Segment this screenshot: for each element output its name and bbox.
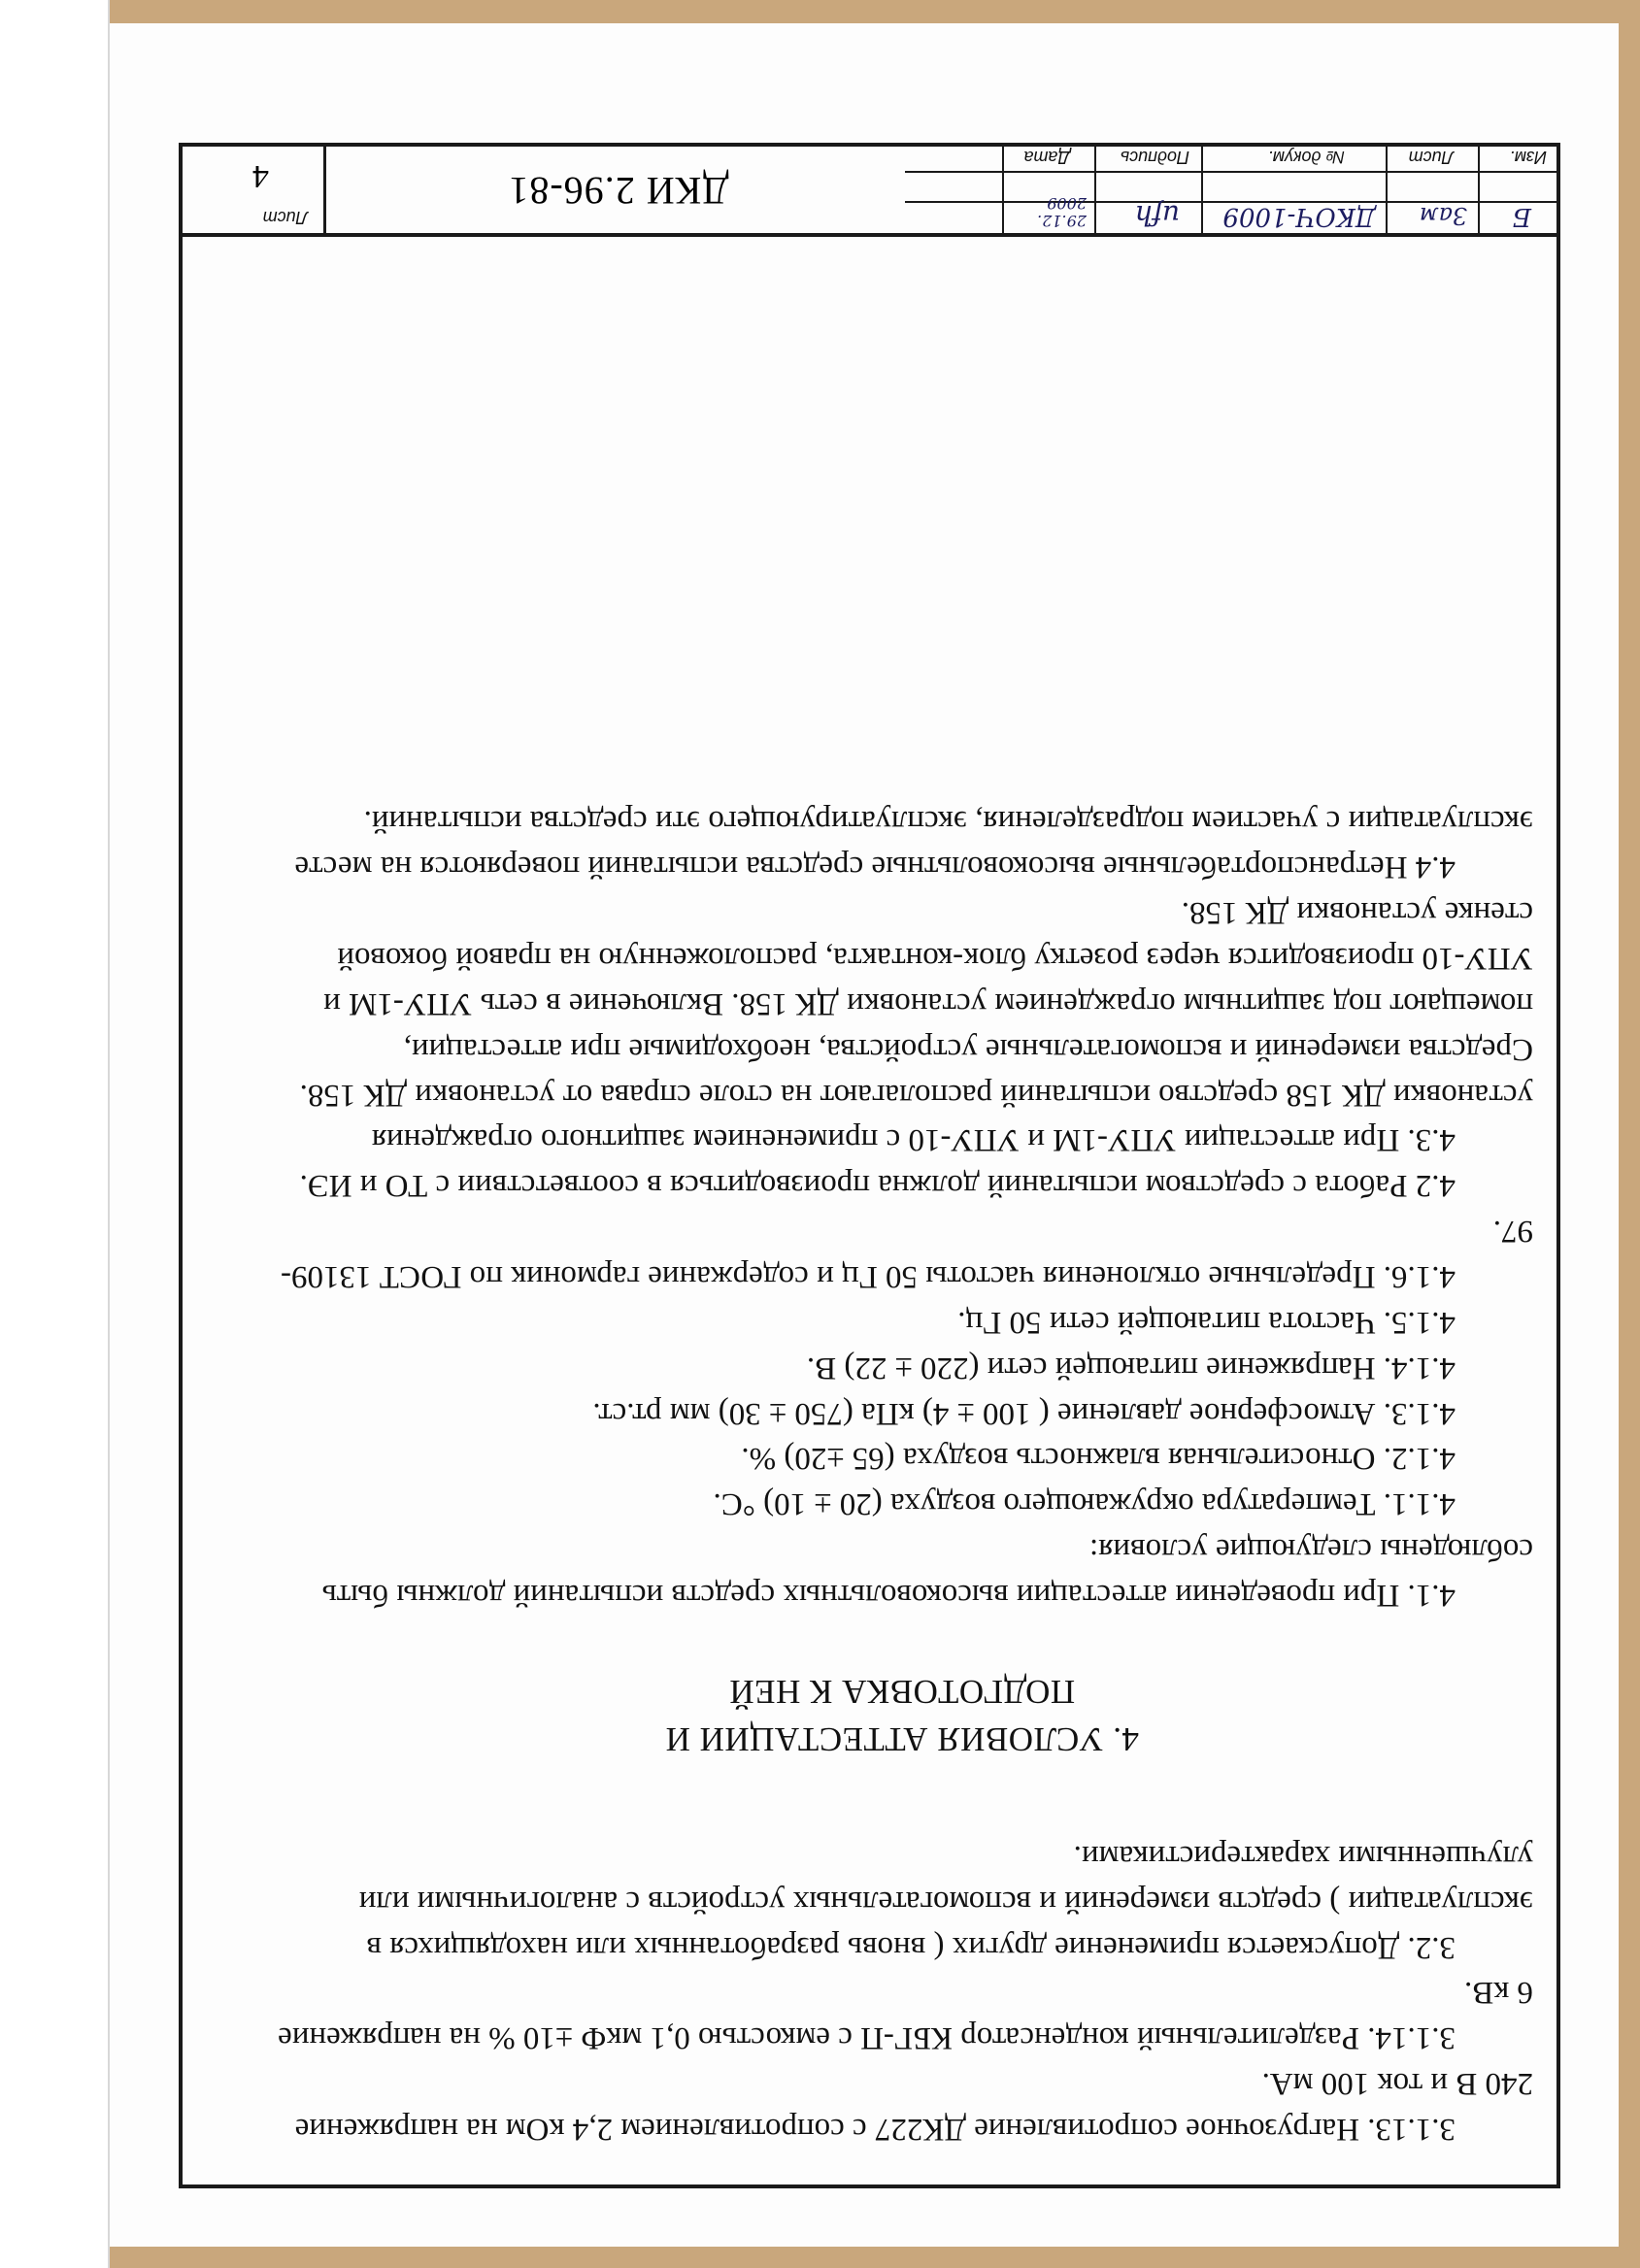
handwritten-signature: ufh (1134, 199, 1180, 231)
paragraph-4-1-6: 4.1.6. Предельные отклонения частоты 50 Гц и содержание гармоник по ГОСТ 13109-97. (281, 1214, 1533, 1294)
sheet-number: 4 (252, 158, 269, 194)
handwritten-sheet: Зам (1419, 202, 1467, 229)
sheet-label: Лист (262, 208, 308, 227)
paragraph-4-1-3: 4.1.3. Атмосферное давление ( 100 ± 4) кПа (750 ± 30) мм рт.ст. (592, 1395, 1456, 1431)
page-body (271, 799, 1533, 2151)
section-heading-line2: ПОДГОТОВКА К НЕЙ (728, 1672, 1076, 1711)
paragraph-4-2: 4.2 Работа с средством испытаний должна производиться в соответствии с ТО и ИЭ. (299, 1168, 1456, 1204)
handwritten-docno: ДКОЧ-1009 (1222, 202, 1376, 231)
header-docno: № докум. (1267, 148, 1345, 167)
paragraph-3-1-13: 3.1.13. Нагрузочное сопротивление ДК227 с сопротивлением 2,4 кОм на напряжение 240 В и ток 100 мА. (294, 2066, 1533, 2147)
header-date: Дата (1023, 148, 1070, 167)
paragraph-3-1-14: 3.1.14. Разделительный конденсатор КБГ-П с емкостью 0,1 мкФ ±10 % на напряжение 6 кВ. (278, 1975, 1533, 2056)
header-sheet: Лист (1408, 148, 1454, 167)
paragraph-4-1-4: 4.1.4. Напряжение питающей сети (220 ± 22) В. (806, 1350, 1456, 1385)
stamp-col-sheetnum-divider (323, 143, 327, 233)
paragraph-4-1: 4.1. При проведении аттестации высоковольтных средств испытаний должны быть соблюдены следующие условия: (321, 1532, 1533, 1613)
document-code: ДКИ 2.96-81 (508, 169, 729, 213)
section-heading-line1: 4. УСЛОВИЯ АТТЕСТАЦИИ И (665, 1719, 1139, 1758)
title-block (179, 143, 1560, 237)
paragraph-4-3: 4.3. При аттестации УПУ-1М и УПУ-10 с применением защитного ограждения установки ДК 158 средство испытаний располагают на столе справа от установки ДК 158. Средства измерений и вспомогательные устройства, необходимые при аттестации, помещают под защитным ограждением установки ДК 158. Включение в сеть УПУ-1М и УПУ-10 производится через розетку блок-контакта, расположенную на правой боковой стенке установки ДК 158. (299, 895, 1533, 1158)
header-change: Изм. (1509, 148, 1547, 167)
header-signature: Подпись (1120, 148, 1189, 167)
stamp-header-line (905, 171, 1560, 173)
paragraph-3-2: 3.2. Допускается применение других ( вновь разработанных или находящихся в эксплуатации ) средств измерений и вспомогательных устройств с аналогичными или улучшенными характеристиками. (358, 1838, 1533, 1965)
paragraph-4-1-1: 4.1.1. Температура окружающего воздуха (20 ± 10) °С. (713, 1486, 1456, 1522)
section-heading (271, 1668, 1533, 1763)
scan-edge-strip (0, 0, 110, 2268)
paragraph-4-4: 4.4 Нетранспортабельные высоковольтные средства испытаний поверяются на месте эксплуатации с участием подразделения, эксплуатирующего эти средства испытаний. (294, 804, 1533, 885)
paragraph-4-1-5: 4.1.5. Частота питающей сети 50 Гц. (957, 1304, 1456, 1340)
handwritten-change: Б (1512, 202, 1531, 231)
paragraph-4-1-2: 4.1.2. Относительная влажность воздуха (65 ±20) %. (741, 1441, 1456, 1477)
handwritten-date: 29.12. 2009 (1037, 194, 1087, 230)
